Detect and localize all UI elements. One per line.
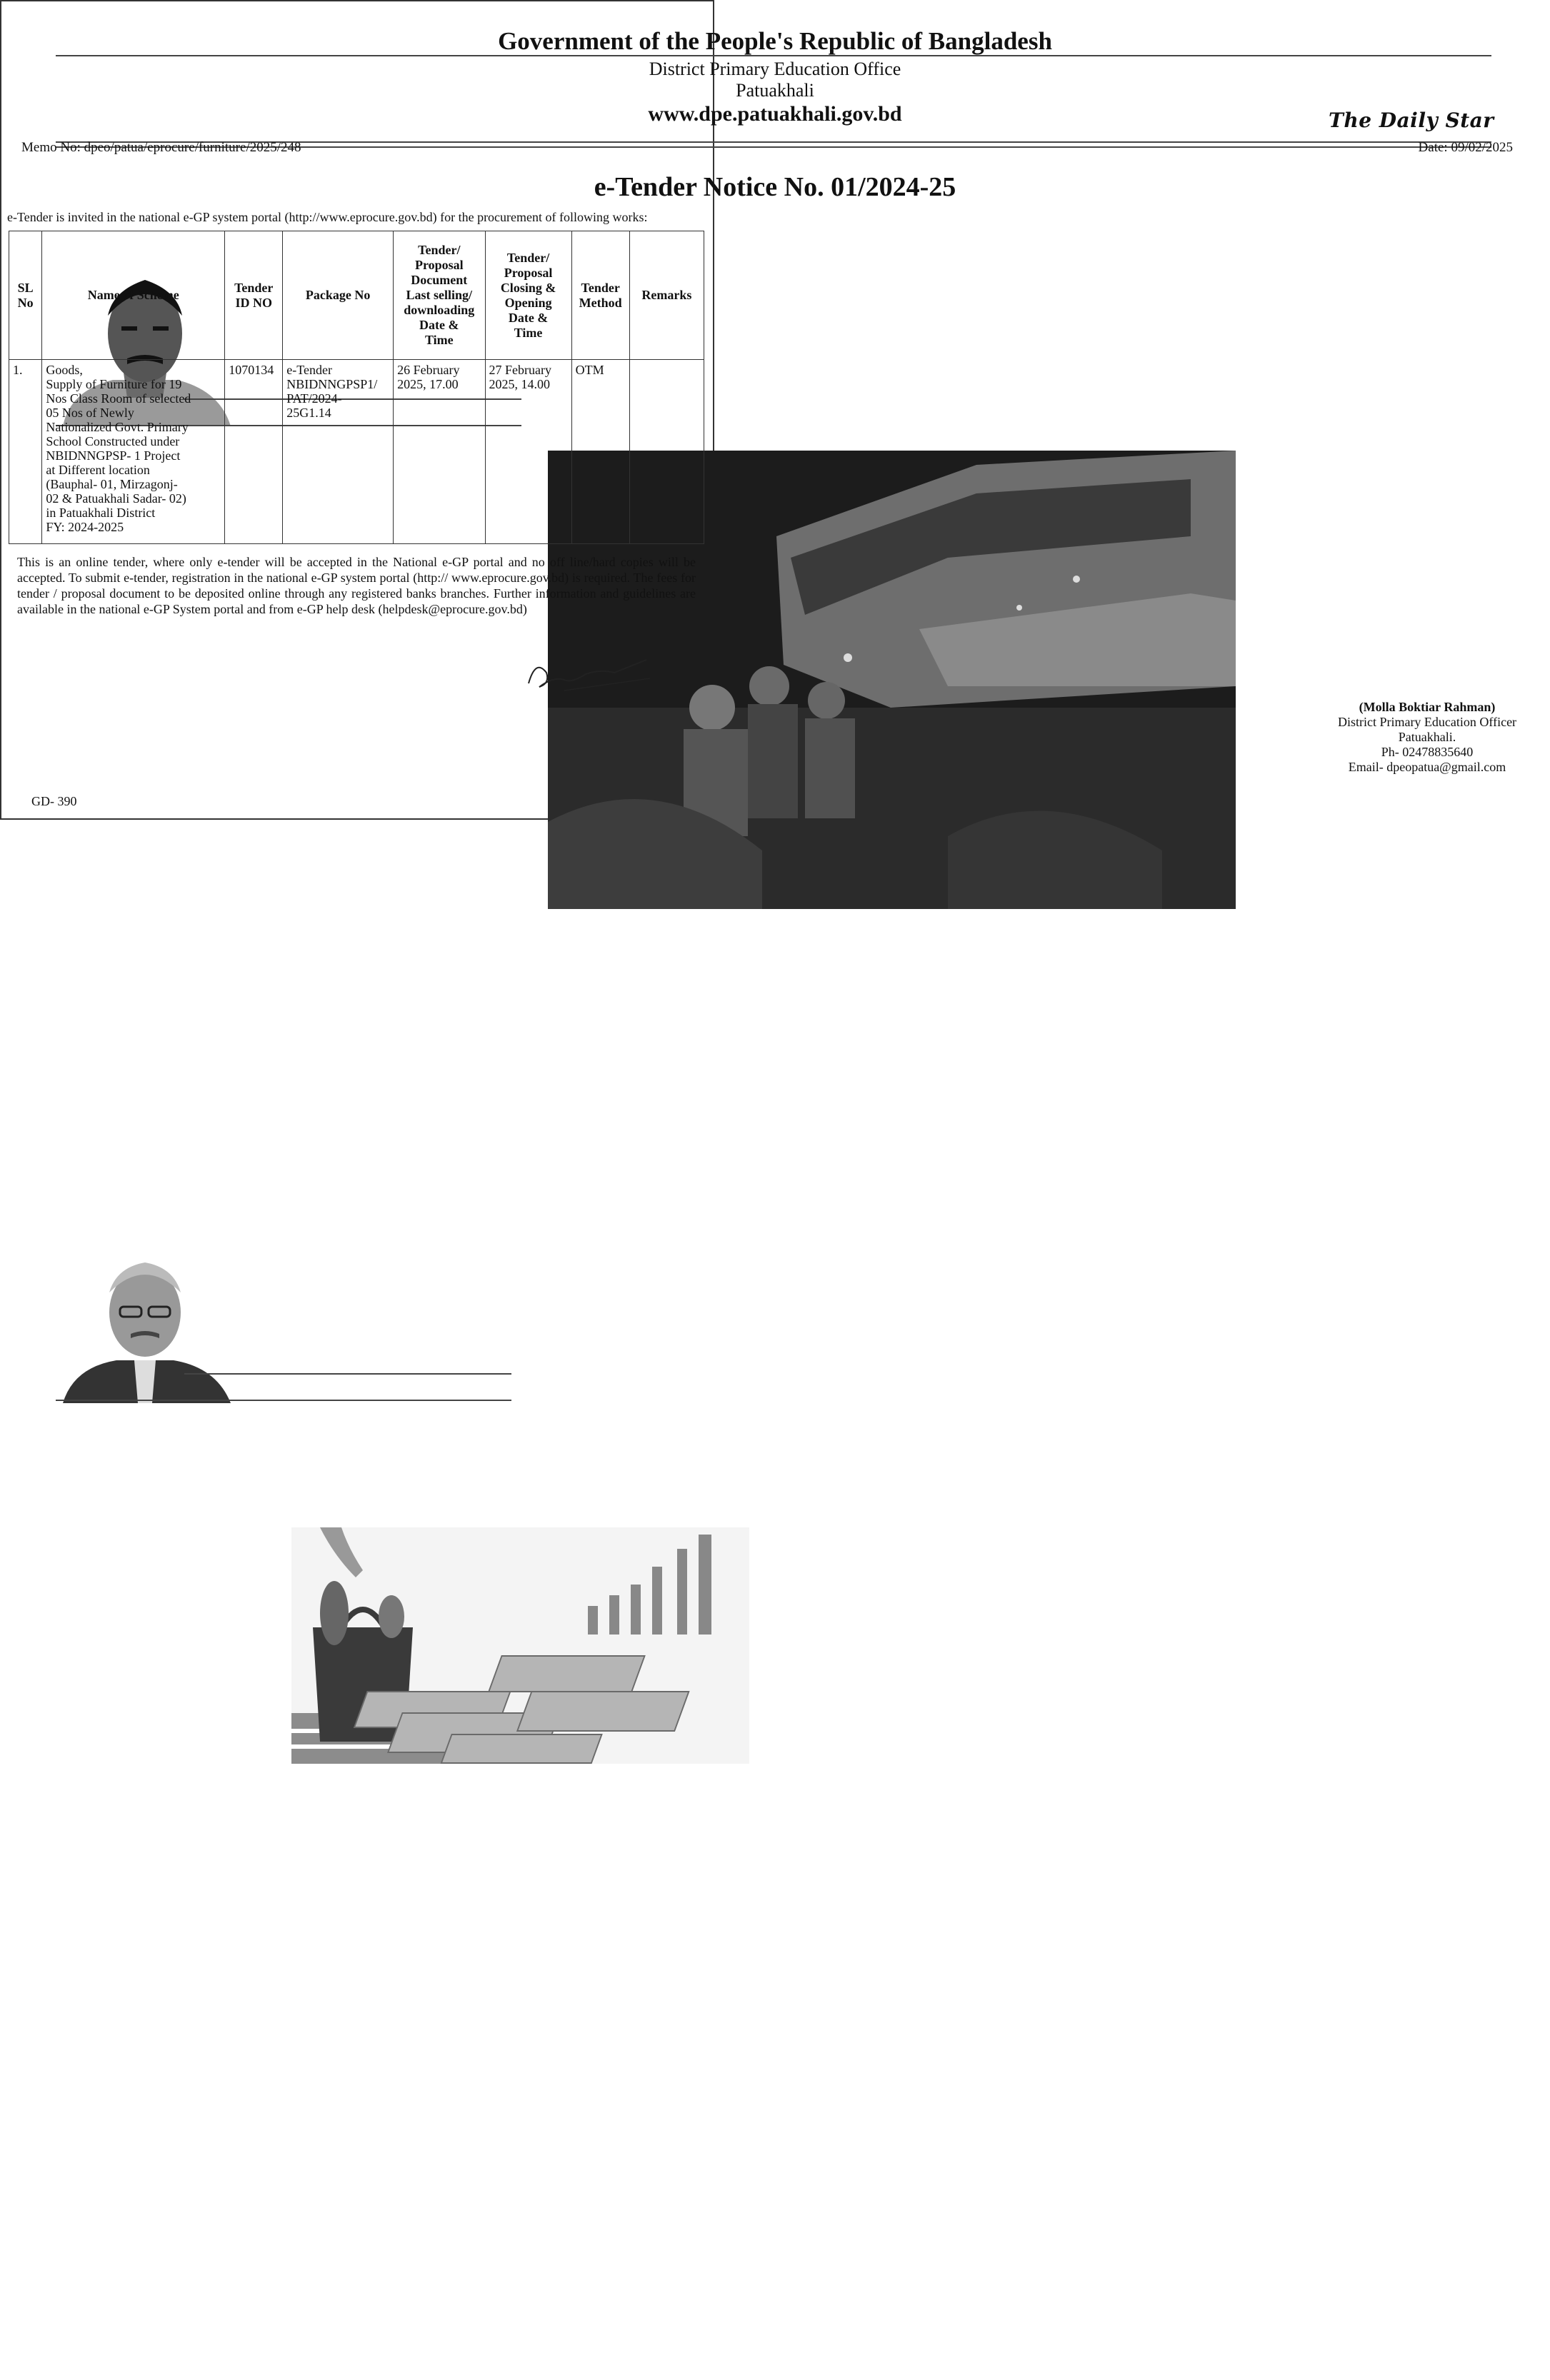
tender-intro: e-Tender is invited in the national e-GP system portal (http://www.eprocure.gov.bd) for the procurement of following works: <box>7 210 648 224</box>
byline-rule-bottom-2 <box>56 1400 511 1401</box>
signatory-email: Email- dpeopatua@gmail.com <box>1348 760 1506 774</box>
header-remarks: Remarks <box>629 231 704 360</box>
cell-document-date: 26 February 2025, 17.00 <box>394 360 485 544</box>
cell-package: e-Tender NBIDNNGPSP1/ PAT/2024- 25G1.14 <box>283 360 394 544</box>
publication-logo: The Daily Star <box>1329 109 1494 132</box>
tender-website: www.dpe.patuakhali.gov.bd <box>648 102 902 126</box>
tender-date: Date: 09/02/2025 <box>1418 140 1513 155</box>
cell-tender-id: 1070134 <box>225 360 283 544</box>
table-row <box>9 360 704 544</box>
byline-rule-bottom-1 <box>184 1373 511 1375</box>
header-closing-date: Tender/ Proposal Closing & Opening Date & Time <box>485 231 571 360</box>
cell-scheme: Goods, Supply of Furniture for 19 Nos Class Room of selected 05 Nos of Newly Nationalized Govt. Primary School Constructed under NBIDNNGPSP- 1 Project at Different location (Bauphal- 01, Mirzagonj- 02 & Patuakhali Sadar- 02) in Patuakhali District FY: 2024-2025 <box>42 360 225 544</box>
gd-number: GD- 390 <box>31 794 77 808</box>
signatory-title: District Primary Education Officer <box>1337 715 1517 729</box>
tender-footer-text: This is an online tender, where only e-tender will be accepted in the National e-GP portal and no off line/hard copies will be accepted. To submit e-tender, registration in the national e-GP system portal (http:// www.eprocure.gov.bd) is required. The fees for tender / proposal document to be deposited online through any registered banks branches. Further information and guidelines are available in the national e-GP System portal and from e-GP help desk (helpdesk@eprocure.gov.bd) <box>17 555 696 616</box>
signatory-block <box>1320 700 1534 775</box>
header-sl: SL No <box>9 231 42 360</box>
cell-sl: 1. <box>9 360 42 544</box>
header-scheme: Name of Scheme <box>42 231 225 360</box>
columnist-portrait-bottom <box>56 1250 234 1403</box>
header-method: Tender Method <box>571 231 629 360</box>
shopping-bag-money-graphic <box>291 1527 749 1764</box>
table-header-row <box>9 231 704 360</box>
signatory-phone: Ph- 02478835640 <box>1381 745 1474 759</box>
handwritten-signature <box>521 651 657 701</box>
cell-method: OTM <box>571 360 629 544</box>
tender-memo: Memo No: dpeo/patua/eprocure/furniture/2025/248 <box>21 140 301 155</box>
header-tender-id: Tender ID NO <box>225 231 283 360</box>
tender-government: Government of the People's Republic of Bangladesh <box>498 27 1052 55</box>
header-package: Package No <box>283 231 394 360</box>
tender-place: Patuakhali <box>736 80 814 101</box>
cell-closing-date: 27 February 2025, 14.00 <box>485 360 571 544</box>
cell-remarks <box>629 360 704 544</box>
tender-office: District Primary Education Office <box>649 59 901 79</box>
signatory-place: Patuakhali. <box>1398 730 1456 744</box>
tender-title: e-Tender Notice No. 01/2024-25 <box>594 172 956 202</box>
header-document-date: Tender/ Proposal Document Last selling/ downloading Date & Time <box>394 231 485 360</box>
signatory-name: (Molla Boktiar Rahman) <box>1359 700 1496 714</box>
tender-table <box>9 231 704 544</box>
